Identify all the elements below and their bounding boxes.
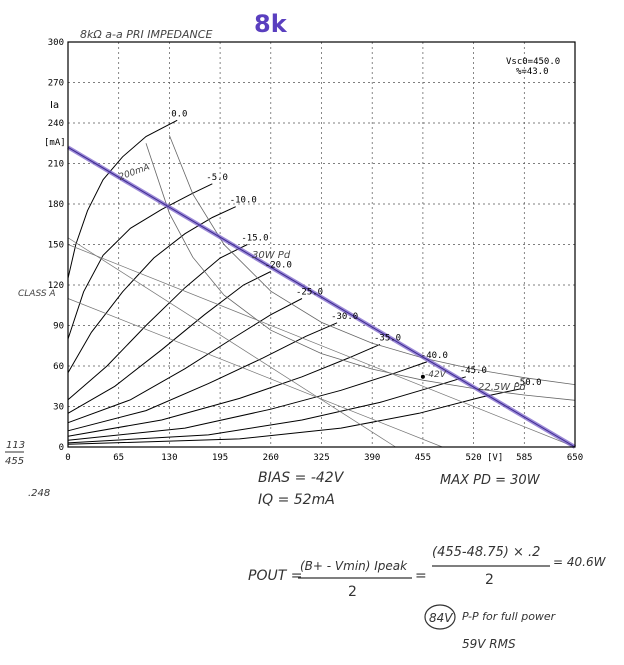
y-tick-label: 270 bbox=[47, 78, 64, 89]
note-equals: = bbox=[415, 568, 427, 584]
y-tick-label: 90 bbox=[53, 321, 64, 332]
note-iq: IQ = 52mA bbox=[258, 492, 335, 508]
note-pp-voltage: 84V bbox=[429, 611, 453, 625]
note-bias: BIAS = -42V bbox=[258, 470, 344, 486]
note-side-denominator: 455 bbox=[5, 456, 25, 467]
annotation-42v: -42V bbox=[425, 370, 446, 380]
x-tick-label: 650 bbox=[566, 453, 584, 463]
x-tick-label: 65 bbox=[113, 453, 125, 463]
note-side-value: .248 bbox=[28, 488, 51, 499]
note-pout-result: = 40.6W bbox=[553, 555, 606, 569]
note-pp-text: P-P for full power bbox=[462, 610, 556, 623]
annotation-30w-pd: 30W Pd bbox=[252, 250, 291, 261]
note-pout-label: POUT = bbox=[248, 568, 303, 584]
curve-label: -40.0 bbox=[420, 350, 448, 361]
curve-label: -15.0 bbox=[241, 233, 269, 244]
helper-line bbox=[68, 299, 442, 448]
plate-curve bbox=[68, 120, 177, 278]
y-axis-unit: [mA] bbox=[44, 138, 66, 148]
y-axis-label: Ia bbox=[50, 100, 60, 111]
annotation-class-a: CLASS A bbox=[18, 289, 56, 299]
note-rms: 59V RMS bbox=[462, 637, 516, 651]
x-tick-label: 520 bbox=[465, 453, 482, 463]
note-max-pd: MAX PD = 30W bbox=[440, 473, 540, 488]
note-pout-denominator: 2 bbox=[348, 584, 357, 600]
info-box-line1: Vsc0=450.0 bbox=[506, 57, 561, 67]
x-tick-label: 585 bbox=[516, 453, 533, 463]
note-side-numerator: 113 bbox=[6, 440, 26, 451]
curve-label: -50.0 bbox=[514, 377, 542, 388]
x-tick-label: 455 bbox=[414, 453, 432, 463]
y-tick-label: 150 bbox=[47, 240, 64, 251]
y-tick-label: 300 bbox=[47, 38, 64, 48]
curve-label: -25.0 bbox=[296, 287, 324, 298]
curve-labels bbox=[171, 109, 541, 388]
annotation-200ma: 200mA bbox=[117, 162, 152, 183]
note-calc-numerator: (455-48.75) × .2 bbox=[432, 545, 541, 560]
x-tick-label: 260 bbox=[262, 453, 279, 463]
y-tick-label: 240 bbox=[47, 119, 64, 129]
info-box-line2: %=43.0 bbox=[516, 67, 549, 77]
y-tick-label: 210 bbox=[47, 159, 64, 170]
curve-label: -20.0 bbox=[264, 260, 292, 271]
chart-title: 8kΩ a-a PRI IMPEDANCE bbox=[80, 28, 213, 41]
x-tick-label: 390 bbox=[364, 453, 381, 463]
helper-line bbox=[68, 238, 396, 447]
y-tick-label: 60 bbox=[53, 362, 64, 372]
chart-title-big: 8k bbox=[254, 10, 287, 38]
curve-label: 0.0 bbox=[171, 109, 188, 120]
x-tick-label: 130 bbox=[161, 453, 178, 463]
curve-label: -5.0 bbox=[206, 172, 228, 183]
y-tick-label: 120 bbox=[47, 281, 64, 291]
plate-curve bbox=[68, 245, 247, 400]
y-tick-label: 30 bbox=[53, 402, 64, 413]
curve-label: -45.0 bbox=[459, 365, 487, 376]
note-calc-denominator: 2 bbox=[485, 572, 494, 588]
axis-ticks bbox=[48, 38, 583, 463]
curve-label: -30.0 bbox=[331, 311, 359, 322]
helper-line bbox=[68, 245, 575, 448]
y-tick-label: 0 bbox=[58, 443, 64, 453]
annotation-22-5w-pd: 22.5W Pd bbox=[478, 382, 526, 393]
curve-label: -35.0 bbox=[374, 333, 402, 344]
x-tick-label: 325 bbox=[313, 453, 330, 463]
y-tick-label: 180 bbox=[47, 200, 64, 210]
x-axis-unit: [V] bbox=[487, 453, 504, 463]
plate-curve bbox=[68, 323, 337, 431]
curve-label: -10.0 bbox=[229, 195, 257, 206]
x-tick-label: 195 bbox=[211, 453, 229, 463]
x-tick-label: 0 bbox=[65, 453, 71, 463]
note-pout-numerator: (B+ - Vmin) Ipeak bbox=[300, 559, 408, 573]
